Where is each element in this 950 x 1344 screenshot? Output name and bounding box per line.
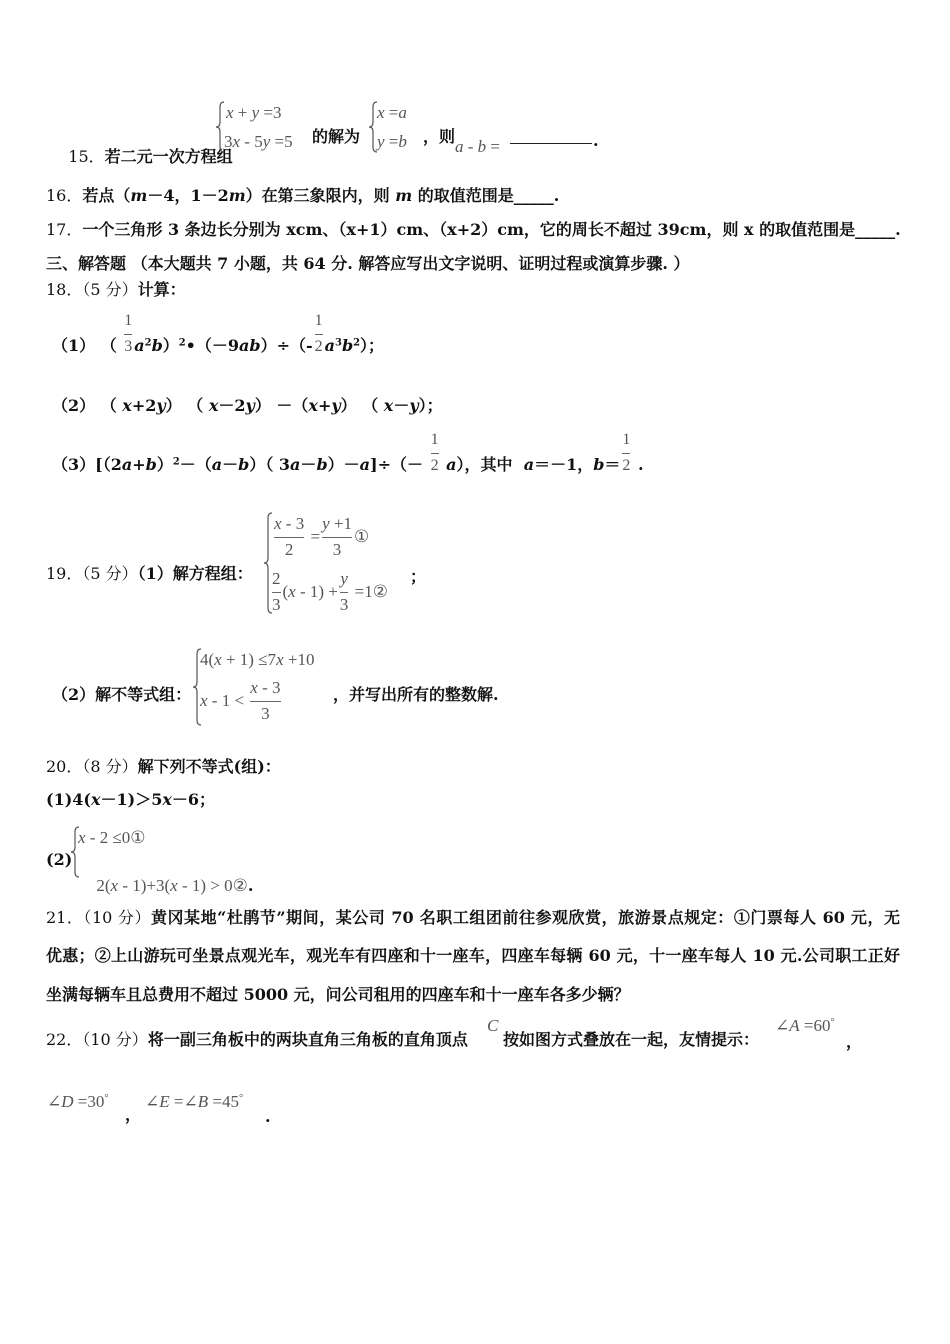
text-run: ） （ bbox=[165, 396, 209, 415]
text-run: y bbox=[251, 103, 260, 122]
text-run: 17． bbox=[46, 220, 83, 239]
text-run: a bbox=[134, 336, 145, 355]
text-run: x bbox=[170, 876, 178, 895]
text-run: a bbox=[446, 455, 457, 474]
fraction-denominator bbox=[315, 337, 323, 357]
q19-semicolon: ； bbox=[410, 567, 427, 586]
text-run: =60 bbox=[799, 1016, 831, 1035]
text-run: ab bbox=[239, 336, 261, 355]
q19-system-eq2 bbox=[270, 568, 388, 616]
q20-part1 bbox=[46, 790, 215, 810]
text-run: x bbox=[78, 828, 86, 847]
section-title: 三、解答题 （本大题共 7 小题，共 64 分. 解答应写出文字说明、证明过程或演算步骤. ） bbox=[46, 254, 690, 273]
q20-part2-label: (2) bbox=[46, 850, 73, 869]
fraction-denominator bbox=[340, 595, 349, 615]
text-run: （1）解方程组： bbox=[137, 564, 253, 583]
text-run: E bbox=[159, 1092, 170, 1111]
text-run: a bbox=[523, 455, 535, 474]
q18-part2 bbox=[52, 396, 443, 416]
fraction-numerator bbox=[272, 569, 281, 589]
q19-part2-label: （2）解不等式组： bbox=[52, 685, 192, 704]
text-run: －2 bbox=[218, 396, 246, 415]
q19-inequality2 bbox=[200, 676, 283, 726]
text-run: ）÷（- bbox=[260, 336, 313, 355]
text-run: b bbox=[593, 455, 605, 474]
q17-line bbox=[46, 220, 941, 240]
text-run: a bbox=[398, 103, 407, 122]
text-run: 2 bbox=[272, 569, 281, 588]
text-run: ( bbox=[282, 582, 289, 601]
text-run: =3 bbox=[259, 103, 282, 122]
text-run: 3 bbox=[339, 595, 349, 614]
text-run: 计算： bbox=[137, 280, 186, 299]
fraction-numerator bbox=[322, 514, 352, 534]
text-run: C bbox=[487, 1016, 499, 1035]
text-run: 1 bbox=[622, 431, 631, 448]
text-run: ＝ bbox=[604, 455, 621, 474]
text-run: 19．（5 分） bbox=[46, 564, 138, 583]
fraction-denominator bbox=[124, 337, 132, 357]
text-run: x bbox=[200, 691, 208, 710]
text-run: B bbox=[197, 1092, 209, 1111]
text-run: 20．（8 分） bbox=[46, 757, 138, 776]
text-run: y bbox=[409, 396, 419, 415]
text-run: - 1 < bbox=[207, 691, 249, 710]
q15-then-text: ，则 bbox=[423, 127, 456, 146]
text-run: +10 bbox=[283, 650, 315, 669]
q19-inequality1 bbox=[200, 650, 314, 670]
text-run: ＝－1， bbox=[534, 455, 594, 474]
text-run: （3）[（2 bbox=[52, 455, 122, 474]
text-run: y bbox=[377, 132, 385, 151]
text-run: ）（ 3 bbox=[249, 455, 291, 474]
text-run: ]÷（－ bbox=[370, 455, 429, 474]
text-run: a bbox=[121, 455, 133, 474]
q20-inequality2-line bbox=[76, 856, 253, 916]
text-run: 若点（ bbox=[82, 186, 131, 205]
q22-comma: ， bbox=[125, 1105, 142, 1124]
text-run: b bbox=[477, 137, 487, 156]
q15-period: . bbox=[593, 131, 599, 150]
q15-system2-eq1 bbox=[377, 103, 407, 123]
q15-intro bbox=[46, 127, 233, 187]
fraction-bar bbox=[622, 453, 630, 454]
fraction bbox=[429, 430, 441, 476]
text-run: x bbox=[208, 396, 219, 415]
text-run: x bbox=[162, 790, 172, 809]
text-run: =5 bbox=[270, 132, 293, 151]
text-run: a bbox=[211, 455, 223, 474]
text-run: 3 bbox=[272, 595, 281, 614]
text-run: - 1) > 0② bbox=[177, 876, 248, 895]
text-run: －1)＞5 bbox=[100, 790, 163, 809]
text-run: ∠ bbox=[47, 1092, 62, 1111]
text-run: x bbox=[226, 103, 234, 122]
answer-blank bbox=[510, 143, 592, 144]
text-run: ） bbox=[156, 455, 173, 474]
text-run: a bbox=[290, 455, 301, 474]
fraction-denominator bbox=[622, 456, 630, 476]
text-run: =∠ bbox=[169, 1092, 198, 1111]
text-run: a bbox=[324, 336, 336, 355]
text-run: ）； bbox=[360, 336, 385, 355]
text-run: b bbox=[145, 455, 157, 474]
text-run: y bbox=[331, 396, 341, 415]
q20-inequality2 bbox=[96, 876, 248, 895]
fraction-denominator bbox=[322, 540, 352, 560]
text-run: －（ bbox=[179, 455, 212, 474]
text-run: －6； bbox=[171, 790, 216, 809]
text-run: ） （ bbox=[340, 396, 384, 415]
q20-header bbox=[46, 757, 281, 777]
superscript: ° bbox=[238, 1093, 244, 1105]
q22-angle-a bbox=[775, 1016, 835, 1036]
text-run: y bbox=[322, 514, 330, 533]
superscript: 2 bbox=[178, 337, 186, 349]
q22-angle-e-b bbox=[145, 1092, 243, 1112]
text-run: m bbox=[395, 186, 413, 205]
text-run: x bbox=[232, 132, 241, 151]
q19-system-eq1 bbox=[272, 513, 369, 561]
text-run: 1 bbox=[314, 312, 323, 329]
fraction-numerator bbox=[431, 430, 439, 450]
text-run: b bbox=[151, 336, 163, 355]
q22-part1 bbox=[46, 1030, 468, 1050]
text-run: 4( bbox=[200, 650, 215, 669]
text-run: x bbox=[288, 582, 296, 601]
fraction bbox=[272, 514, 306, 560]
q22-vertex-label bbox=[487, 1016, 498, 1036]
text-run: y bbox=[262, 132, 271, 151]
text-run: ） bbox=[162, 336, 179, 355]
text-run: =30 bbox=[73, 1092, 105, 1111]
text-run: 一个三角形 3 条边长分别为 xcm、（x+1）cm、（x+2）cm，它的周长不超过 39cm，则 x 的取值范围是_____. bbox=[82, 220, 901, 239]
text-run: ），其中 bbox=[456, 455, 524, 474]
text-run: x bbox=[274, 514, 282, 533]
fraction-denominator bbox=[250, 704, 280, 724]
text-run: 解下列不等式(组)： bbox=[137, 757, 281, 776]
fraction-bar bbox=[315, 334, 323, 335]
text-run: •（－9 bbox=[185, 336, 240, 355]
fraction-numerator bbox=[622, 430, 630, 450]
text-run: m bbox=[228, 186, 246, 205]
text-run: - 5 bbox=[240, 132, 263, 151]
text-run: 2( bbox=[96, 876, 111, 895]
text-run: + 1) ≤7 bbox=[221, 650, 277, 669]
text-run: x bbox=[110, 876, 119, 895]
text-run: 将一副三角板中的两块直角三角板的直角顶点 bbox=[147, 1030, 468, 1049]
text-run: ① bbox=[353, 527, 370, 546]
q15-expression bbox=[455, 137, 500, 157]
fraction bbox=[313, 311, 325, 357]
text-run: =1② bbox=[350, 582, 388, 601]
fraction-bar bbox=[250, 701, 280, 702]
q15-system1-eq1 bbox=[226, 103, 282, 123]
text-run: b bbox=[398, 132, 407, 151]
text-run: - 1)+3( bbox=[118, 876, 171, 895]
text-run: . bbox=[632, 455, 644, 474]
q21-line2: 优惠；②上山游玩可坐景点观光车，观光车有四座和十一座车，四座车每辆 60 元，十一座车每人 10 元.公司职工正好 bbox=[46, 946, 900, 965]
text-run: _____ bbox=[513, 186, 554, 205]
text-run: x bbox=[383, 396, 394, 415]
fraction-numerator bbox=[315, 311, 323, 331]
text-run: ）－ bbox=[327, 455, 360, 474]
text-run: x bbox=[377, 103, 385, 122]
text-run: b bbox=[316, 455, 328, 474]
question-number: 15． bbox=[68, 147, 105, 166]
text-run: ） －（ bbox=[254, 396, 309, 415]
text-run: － bbox=[300, 455, 317, 474]
text-run: ∠ bbox=[775, 1016, 790, 1035]
fraction-numerator bbox=[340, 569, 349, 589]
text-run: x bbox=[250, 678, 258, 697]
q19-part2-tail: ，并写出所有的整数解. bbox=[333, 685, 499, 704]
superscript: ° bbox=[830, 1017, 835, 1029]
fraction-numerator bbox=[250, 678, 280, 698]
text-run: 2 bbox=[622, 457, 631, 474]
text-run: a bbox=[455, 137, 464, 156]
fraction-denominator bbox=[431, 456, 439, 476]
text-run: =45 bbox=[208, 1092, 239, 1111]
text-run: = bbox=[384, 103, 399, 122]
text-run: 黄冈某地“杜鹃节”期间，某公司 70 名职工组团前往参观欣赏，旅游景点规定：①门票每人 60 元，无 bbox=[150, 908, 900, 927]
q22-angle-d bbox=[47, 1092, 109, 1112]
text-run: y bbox=[340, 569, 348, 588]
q20-period: . bbox=[247, 876, 254, 895]
q22-part2: 按如图方式叠放在一起，友情提示： bbox=[503, 1030, 760, 1049]
fraction-bar bbox=[322, 537, 352, 538]
text-run: ∠ bbox=[145, 1092, 160, 1111]
text-run: 2 bbox=[284, 540, 294, 559]
superscript: 2 bbox=[353, 337, 361, 349]
text-run: b bbox=[238, 455, 250, 474]
q15-mid-text: 的解为 bbox=[312, 127, 361, 146]
text-run: 的取值范围是 bbox=[412, 186, 514, 205]
fraction bbox=[270, 569, 283, 615]
fraction-denominator bbox=[272, 595, 281, 615]
text-run: = bbox=[306, 527, 321, 546]
q22-comma: ， bbox=[846, 1032, 863, 1051]
fraction-bar bbox=[340, 592, 349, 593]
fraction-denominator bbox=[274, 540, 304, 560]
fraction-bar bbox=[272, 592, 281, 593]
q18-part1 bbox=[52, 311, 384, 357]
text-run: - 1) + bbox=[295, 582, 338, 601]
fraction bbox=[122, 311, 134, 357]
text-run: - 2 ≤0① bbox=[85, 828, 146, 847]
text-run: 1 bbox=[124, 312, 133, 329]
q22-period: . bbox=[265, 1107, 271, 1126]
text-run: - 3 bbox=[281, 514, 305, 533]
text-run: = bbox=[486, 137, 501, 156]
text-run: + bbox=[233, 103, 252, 122]
fraction-numerator bbox=[124, 311, 132, 331]
text-run: 3 bbox=[124, 338, 133, 355]
superscript: 2 bbox=[172, 456, 180, 468]
text-run: x bbox=[122, 396, 132, 415]
text-run: x bbox=[214, 650, 222, 669]
superscript: ° bbox=[104, 1093, 109, 1105]
text-run: y bbox=[245, 396, 255, 415]
text-run: 3 bbox=[332, 540, 342, 559]
text-run: ）； bbox=[418, 396, 443, 415]
text-run: 2 bbox=[314, 338, 323, 355]
text-run: （1） （ bbox=[52, 336, 123, 355]
fraction bbox=[620, 430, 632, 476]
q20-inequality1 bbox=[78, 828, 146, 848]
superscript: 3 bbox=[335, 337, 342, 349]
text-run: A bbox=[789, 1016, 800, 1035]
text-run: 3 bbox=[261, 704, 270, 723]
text-run: a bbox=[359, 455, 371, 474]
fraction bbox=[320, 514, 354, 560]
text-run: = bbox=[384, 132, 399, 151]
text-run: （2） （ bbox=[52, 396, 123, 415]
text-run: - bbox=[463, 137, 478, 156]
text-run: x bbox=[308, 396, 318, 415]
text-run: + bbox=[132, 455, 146, 474]
q16-line bbox=[46, 186, 559, 206]
q18-part3 bbox=[52, 430, 732, 476]
text-run: m bbox=[130, 186, 148, 205]
text-run: －4，1－2 bbox=[147, 186, 229, 205]
fraction-numerator bbox=[274, 514, 304, 534]
text-run: (1)4( bbox=[46, 790, 91, 809]
text-run: 3 bbox=[224, 132, 233, 151]
text-run: +1 bbox=[329, 514, 352, 533]
text-run: - 3 bbox=[257, 678, 281, 697]
text-run: +2 bbox=[131, 396, 157, 415]
q15-system1-eq2 bbox=[224, 132, 293, 152]
text-run: 21．（10 分） bbox=[46, 908, 151, 927]
superscript: 2 bbox=[144, 337, 152, 349]
fraction bbox=[248, 678, 282, 724]
text-run: 18．（5 分） bbox=[46, 280, 138, 299]
text-run: － bbox=[393, 396, 410, 415]
text-run: y bbox=[156, 396, 166, 415]
text-run: x bbox=[90, 790, 101, 809]
text-run: ）在第三象限内，则 bbox=[245, 186, 396, 205]
text-run: x bbox=[276, 650, 284, 669]
q15-system2-eq2 bbox=[377, 132, 407, 152]
text-run: b bbox=[341, 336, 354, 355]
text-run: 22．（10 分） bbox=[46, 1030, 148, 1049]
fraction-bar bbox=[431, 453, 439, 454]
text-run: 2 bbox=[430, 457, 439, 474]
q21-line3: 坐满每辆车且总费用不超过 5000 元，问公司租用的四座车和十一座车各多少辆？ bbox=[46, 985, 630, 1004]
q19-header bbox=[46, 564, 253, 584]
text-run: D bbox=[61, 1092, 74, 1111]
fraction bbox=[338, 569, 351, 615]
q21-line1 bbox=[46, 908, 900, 928]
text-run: 16． bbox=[46, 186, 83, 205]
text-run: 1 bbox=[430, 431, 439, 448]
fraction-bar bbox=[124, 334, 132, 335]
fraction-bar bbox=[274, 537, 304, 538]
text-run: － bbox=[222, 455, 239, 474]
text-run: . bbox=[553, 186, 560, 205]
q18-header bbox=[46, 280, 186, 300]
text-run: + bbox=[317, 396, 332, 415]
q15-lead-text: 若二元一次方程组 bbox=[104, 147, 233, 166]
